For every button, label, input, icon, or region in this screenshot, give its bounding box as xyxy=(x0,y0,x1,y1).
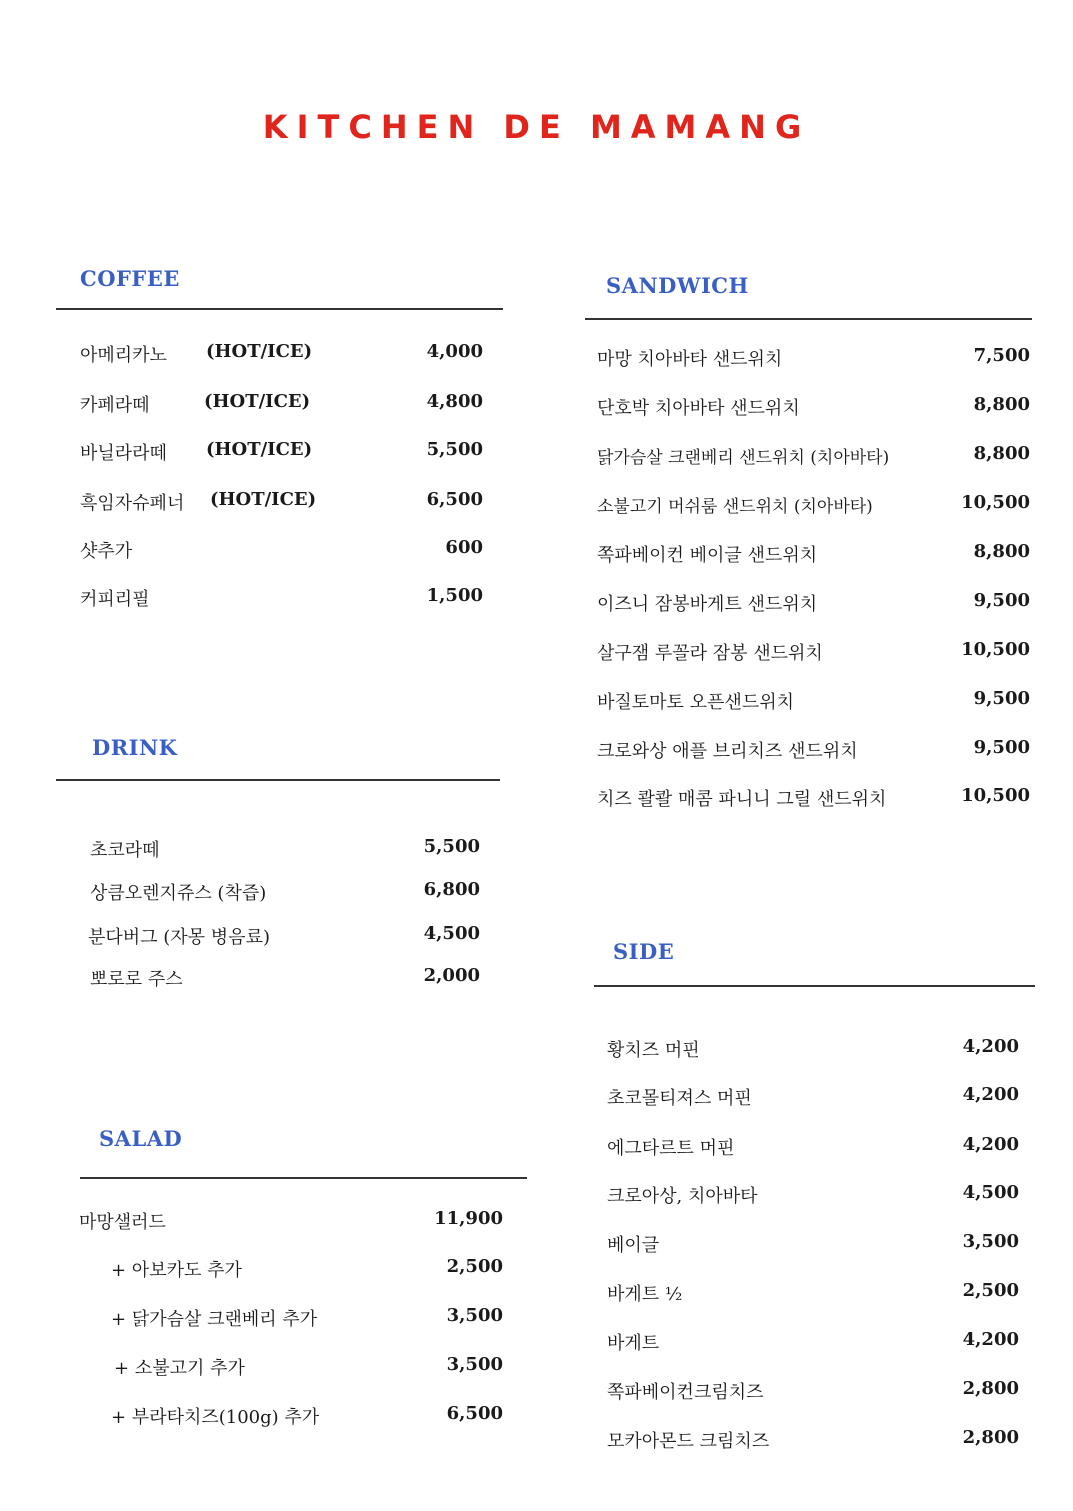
item-price: 8,800 xyxy=(973,394,1030,415)
item-name: 초코몰티져스 머핀 xyxy=(607,1088,752,1109)
side-item xyxy=(607,1036,1019,1060)
item-price: 4,200 xyxy=(962,1329,1019,1350)
item-name: 치즈 콸콸 매콤 파니니 그릴 샌드위치 xyxy=(597,789,887,810)
coffee-item xyxy=(80,341,483,365)
item-name: 마망 치아바타 샌드위치 xyxy=(597,349,783,370)
item-price: 3,500 xyxy=(962,1231,1019,1252)
salad-item xyxy=(111,1305,503,1329)
item-name: 닭가슴살 크랜베리 샌드위치 (치아바타) xyxy=(597,448,890,468)
item-name: + 부라타치즈(100g) 추가 xyxy=(111,1407,320,1428)
item-price: 4,500 xyxy=(962,1182,1019,1203)
sandwich-item xyxy=(597,492,1030,516)
side-item xyxy=(607,1182,1019,1206)
side-item xyxy=(607,1378,1019,1402)
item-price: 8,800 xyxy=(973,541,1030,562)
sandwich-divider xyxy=(585,318,1032,320)
item-name: 소불고기 머쉬룸 샌드위치 (치아바타) xyxy=(597,497,873,517)
salad-item xyxy=(111,1403,503,1427)
sandwich-item xyxy=(597,785,1030,809)
drink-divider xyxy=(56,779,500,781)
item-price: 7,500 xyxy=(973,345,1030,366)
salad-heading: SALAD xyxy=(99,1126,183,1151)
item-name: 크로아상, 치아바타 xyxy=(607,1186,758,1207)
side-item xyxy=(607,1280,1019,1304)
item-name: 황치즈 머핀 xyxy=(607,1040,700,1061)
item-price: 6,800 xyxy=(423,879,480,900)
sandwich-item xyxy=(597,394,1030,418)
item-price: 2,800 xyxy=(962,1378,1019,1399)
item-name: + 아보카도 추가 xyxy=(111,1260,242,1281)
item-name: 카페라떼 xyxy=(80,395,150,416)
item-price: 6,500 xyxy=(446,1403,503,1424)
item-price: 2,800 xyxy=(962,1427,1019,1448)
side-item xyxy=(607,1231,1019,1255)
item-name: 뽀로로 주스 xyxy=(90,969,183,990)
side-item xyxy=(607,1134,1019,1158)
item-price: 4,200 xyxy=(962,1134,1019,1155)
coffee-item xyxy=(80,585,483,609)
drink-item xyxy=(90,836,480,860)
item-price: 4,200 xyxy=(962,1084,1019,1105)
sandwich-item xyxy=(597,688,1030,712)
coffee-item xyxy=(80,489,483,513)
item-price: 11,900 xyxy=(434,1208,503,1229)
item-name: 쪽파베이컨크림치즈 xyxy=(607,1382,764,1403)
item-price: 2,500 xyxy=(962,1280,1019,1301)
side-heading: SIDE xyxy=(613,939,675,964)
sandwich-item xyxy=(597,639,1030,663)
item-price: 1,500 xyxy=(426,585,483,606)
item-name: 크로와상 애플 브리치즈 샌드위치 xyxy=(597,741,858,762)
item-name: 살구잼 루꼴라 잠봉 샌드위치 xyxy=(597,643,823,664)
item-price: 9,500 xyxy=(973,590,1030,611)
item-price: 5,500 xyxy=(426,439,483,460)
item-name: 흑임자슈페너 xyxy=(80,493,185,514)
item-name: 쪽파베이컨 베이글 샌드위치 xyxy=(597,545,818,566)
item-price: 5,500 xyxy=(423,836,480,857)
item-name: 샷추가 xyxy=(80,541,133,562)
item-name: 베이글 xyxy=(607,1235,660,1256)
salad-divider xyxy=(80,1177,527,1179)
sandwich-item xyxy=(597,590,1030,614)
item-price: 8,800 xyxy=(973,443,1030,464)
salad-item xyxy=(111,1256,503,1280)
salad-item xyxy=(79,1208,503,1232)
item-price: 3,500 xyxy=(446,1354,503,1375)
coffee-item xyxy=(80,391,483,415)
item-price: 10,500 xyxy=(961,785,1030,806)
item-name: 바질토마토 오픈샌드위치 xyxy=(597,692,794,713)
sandwich-item xyxy=(597,443,1030,467)
sandwich-item xyxy=(597,541,1030,565)
item-price: 9,500 xyxy=(973,688,1030,709)
item-name: + 소불고기 추가 xyxy=(114,1358,245,1379)
drink-item xyxy=(88,923,480,947)
sandwich-item xyxy=(597,345,1030,369)
sandwich-heading: SANDWICH xyxy=(606,273,749,298)
side-divider xyxy=(594,985,1035,987)
item-price: 3,500 xyxy=(446,1305,503,1326)
item-name: 초코라떼 xyxy=(90,840,160,861)
item-name: + 닭가슴살 크랜베리 추가 xyxy=(111,1309,318,1330)
drink-item xyxy=(90,965,480,989)
coffee-heading: COFFEE xyxy=(80,266,180,291)
item-price: 9,500 xyxy=(973,737,1030,758)
item-name: 단호박 치아바타 샌드위치 xyxy=(597,398,800,419)
item-tag: (HOT/ICE) xyxy=(206,439,313,460)
item-name: 바게트 ½ xyxy=(607,1284,683,1305)
item-name: 분다버그 (자몽 병음료) xyxy=(88,927,270,948)
side-item xyxy=(607,1329,1019,1353)
item-tag: (HOT/ICE) xyxy=(204,391,311,412)
menu-title: KITCHEN DE MAMANG xyxy=(262,108,811,146)
item-name: 상큼오렌지쥬스 (착즙) xyxy=(90,883,267,904)
item-price: 10,500 xyxy=(961,492,1030,513)
item-price: 10,500 xyxy=(961,639,1030,660)
item-name: 이즈니 잠봉바게트 샌드위치 xyxy=(597,594,818,615)
item-name: 바닐라라떼 xyxy=(80,443,167,464)
side-item xyxy=(607,1084,1019,1108)
coffee-item xyxy=(80,439,483,463)
coffee-item xyxy=(80,537,483,561)
item-price: 4,500 xyxy=(423,923,480,944)
item-name: 마망샐러드 xyxy=(79,1212,166,1233)
side-item xyxy=(607,1427,1019,1451)
item-price: 6,500 xyxy=(426,489,483,510)
item-price: 4,800 xyxy=(426,391,483,412)
coffee-divider xyxy=(56,308,503,310)
sandwich-item xyxy=(597,737,1030,761)
item-name: 에그타르트 머핀 xyxy=(607,1138,735,1159)
drink-item xyxy=(90,879,480,903)
item-name: 바게트 xyxy=(607,1333,660,1354)
salad-item xyxy=(114,1354,503,1378)
item-name: 커피리필 xyxy=(80,589,150,610)
item-price: 4,200 xyxy=(962,1036,1019,1057)
item-tag: (HOT/ICE) xyxy=(206,341,313,362)
item-name: 모카아몬드 크림치즈 xyxy=(607,1431,770,1452)
item-price: 600 xyxy=(445,537,483,558)
item-tag: (HOT/ICE) xyxy=(210,489,317,510)
item-price: 2,500 xyxy=(446,1256,503,1277)
drink-heading: DRINK xyxy=(92,735,178,760)
item-price: 4,000 xyxy=(426,341,483,362)
item-name: 아메리카노 xyxy=(80,345,167,366)
item-price: 2,000 xyxy=(423,965,480,986)
